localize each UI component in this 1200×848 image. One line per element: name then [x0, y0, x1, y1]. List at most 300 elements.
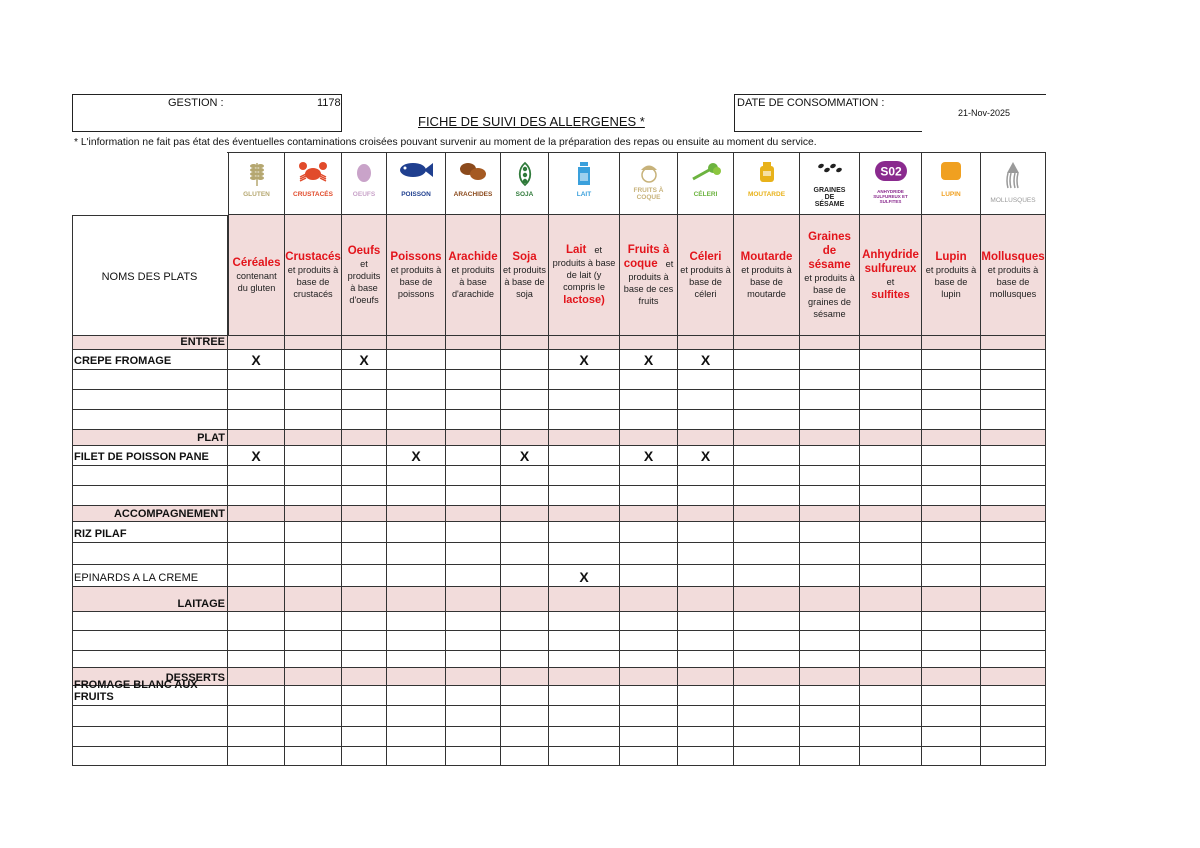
section-row-cell: [549, 587, 620, 612]
allergen-icon-label: OEUFS: [352, 191, 376, 198]
section-row-cell: [981, 336, 1046, 350]
table-cell: [620, 612, 678, 631]
section-row-cell: [620, 668, 678, 686]
allergen-header-text: [551, 215, 617, 335]
allergen-icon-label: GRAINES DE SÉSAME: [813, 187, 846, 208]
table-cell: [446, 390, 501, 410]
table-cell: [549, 466, 620, 486]
allergen-header-text: [736, 215, 797, 335]
table-cell: [620, 706, 678, 727]
section-row-cell: [228, 430, 285, 446]
disclaimer-note: * L'information ne fait pas état des éventuelles contaminations croisées pouvant survenir au moment de la préparation des repas ou ensuite au moment du service.: [74, 137, 817, 148]
table-cell: [800, 486, 860, 506]
dish-name-cell: [72, 522, 228, 543]
dish-name: EPINARDS A LA CREME: [74, 572, 199, 584]
dish-name-cell: [72, 679, 228, 706]
section-row-cell: [678, 587, 734, 612]
section-row-cell: [860, 430, 922, 446]
allergen-name: Lait et: [565, 244, 603, 256]
table-cell: [387, 370, 446, 390]
table-cell: [981, 747, 1046, 766]
table-cell: [228, 410, 285, 430]
table-cell: [228, 370, 285, 390]
table-cell: [678, 370, 734, 390]
table-cell: [228, 350, 285, 370]
table-cell: [228, 390, 285, 410]
table-cell: [549, 486, 620, 506]
crab-icon: [285, 161, 341, 209]
allergen-description: et produits à base de graines de sésame: [804, 273, 855, 319]
allergen-header-text: [344, 215, 384, 335]
section-row-cell: [620, 336, 678, 350]
table-cell: [446, 350, 501, 370]
table-cell: [734, 631, 800, 651]
nut-icon: [620, 161, 677, 209]
table-cell: [922, 706, 981, 727]
allergen-icon-cell-7: [549, 152, 620, 215]
section-row-cell: [860, 336, 922, 350]
section-row-cell: [228, 587, 285, 612]
table-cell: [446, 747, 501, 766]
table-cell: [387, 410, 446, 430]
table-cell: [734, 350, 800, 370]
table-cell: [549, 370, 620, 390]
table-cell: [922, 410, 981, 430]
allergen-icon-label: ARACHIDES: [453, 191, 493, 198]
section-row-cell: [981, 430, 1046, 446]
allergen-header-14: [981, 215, 1046, 336]
section-row-cell: [981, 587, 1046, 612]
table-cell: [800, 727, 860, 747]
table-cell: [981, 390, 1046, 410]
section-row-cell: [501, 506, 549, 522]
fish-icon: [387, 161, 445, 209]
table-cell: [800, 466, 860, 486]
table-cell: [285, 522, 342, 543]
table-cell: [922, 631, 981, 651]
allergen-name: Poissons: [390, 251, 442, 263]
table-cell: [734, 651, 800, 668]
table-cell: [342, 543, 387, 565]
table-cell: [620, 486, 678, 506]
section-row-cell: [446, 668, 501, 686]
table-cell: [446, 565, 501, 587]
table-cell: [678, 486, 734, 506]
table-cell: [342, 390, 387, 410]
table-cell: [922, 466, 981, 486]
allergen-header-10: [734, 215, 800, 336]
table-cell: [501, 410, 549, 430]
table-cell: [549, 727, 620, 747]
section-row-cell: [922, 506, 981, 522]
allergen-header-text: [448, 215, 498, 335]
table-cell: [981, 686, 1046, 706]
svg-text:S02: S02: [879, 164, 902, 179]
section-row-cell: [501, 430, 549, 446]
page-title: FICHE DE SUIVI DES ALLERGENES *: [418, 114, 645, 129]
table-cell: [285, 410, 342, 430]
table-cell: [734, 446, 800, 466]
allergen-header-5: [446, 215, 501, 336]
table-cell: [446, 410, 501, 430]
allergen-icon-label: FRUITS À COQUE: [633, 187, 664, 201]
table-cell: [981, 706, 1046, 727]
table-cell: [228, 612, 285, 631]
table-cell: [620, 410, 678, 430]
allergen-present-mark: X: [643, 352, 654, 368]
allergen-present-mark: X: [359, 352, 369, 368]
table-cell: [387, 686, 446, 706]
table-cell: [981, 522, 1046, 543]
allergen-present-mark: X: [251, 448, 261, 464]
table-cell: [342, 410, 387, 430]
section-row-cell: [860, 587, 922, 612]
table-cell: [285, 446, 342, 466]
table-cell: [981, 466, 1046, 486]
allergen-icon-label: CRUSTACÉS: [293, 191, 333, 198]
allergen-description: et produits à base d'arachide: [451, 265, 495, 299]
dish-name: CREPE FROMAGE: [74, 355, 172, 367]
allergen-present-mark: X: [579, 352, 589, 368]
table-cell: [342, 631, 387, 651]
section-row-cell: [678, 668, 734, 686]
table-cell: [342, 446, 387, 466]
section-row-cell: [446, 430, 501, 446]
allergen-description: et produits à base de mollusques: [987, 265, 1039, 299]
table-cell: [549, 522, 620, 543]
section-row-cell: [800, 506, 860, 522]
section-row-cell: [620, 430, 678, 446]
allergen-description-highlight: sulfites: [871, 289, 910, 301]
section-row-cell: [922, 668, 981, 686]
table-cell: [228, 466, 285, 486]
dish-name-cell: [72, 466, 228, 486]
allergen-header-9: [678, 215, 734, 336]
table-cell: [860, 631, 922, 651]
allergen-name: Céréales: [232, 257, 281, 269]
allergen-name: Oeufs: [347, 245, 381, 257]
section-row-cell: [228, 506, 285, 522]
milk-icon: [549, 161, 619, 209]
table-cell: [446, 612, 501, 631]
allergen-name-suffix: et: [594, 245, 603, 255]
table-cell: [387, 543, 446, 565]
table-cell: [342, 522, 387, 543]
allergen-description: et produits à base de crustacés: [287, 265, 339, 299]
table-cell: [285, 612, 342, 631]
table-cell: [981, 727, 1046, 747]
allergen-header-text: [389, 215, 443, 335]
dish-name-cell: [72, 543, 228, 565]
table-cell: [387, 651, 446, 668]
allergen-description: et produits à base de poissons: [390, 265, 442, 299]
table-cell: [860, 651, 922, 668]
allergen-icon-cell-11: [800, 152, 860, 215]
table-cell: [922, 565, 981, 587]
section-row-cell: [342, 430, 387, 446]
table-cell: [387, 486, 446, 506]
allergen-header-12: [860, 215, 922, 336]
table-cell: [734, 486, 800, 506]
table-cell: [501, 727, 549, 747]
table-cell: [228, 565, 285, 587]
allergen-icon-cell-8: [620, 152, 678, 215]
allergen-name: Arachide: [448, 251, 498, 263]
dish-name: RIZ PILAF: [74, 528, 127, 540]
table-cell: [734, 706, 800, 727]
dish-name-cell: [72, 631, 228, 651]
allergen-description-highlight: lactose): [563, 294, 605, 306]
table-cell: [678, 612, 734, 631]
allergen-icon-label: SOJA: [515, 191, 534, 198]
table-cell: [387, 522, 446, 543]
section-row-cell: [734, 587, 800, 612]
blank-corner: [72, 152, 227, 215]
section-row-cell: [387, 506, 446, 522]
allergen-header-2: [285, 215, 342, 336]
table-cell: [981, 651, 1046, 668]
table-cell: [228, 747, 285, 766]
table-cell: [922, 612, 981, 631]
table-cell: [387, 446, 446, 466]
section-label: DESSERTS: [165, 672, 225, 684]
table-cell: [549, 747, 620, 766]
table-cell: [800, 651, 860, 668]
table-cell: [860, 543, 922, 565]
table-cell: [860, 350, 922, 370]
allergen-header-text: [622, 215, 675, 335]
table-cell: [285, 466, 342, 486]
section-row-cell: [734, 430, 800, 446]
table-cell: [501, 706, 549, 727]
table-cell: [620, 446, 678, 466]
table-cell: [678, 631, 734, 651]
dish-name-cell: [72, 612, 228, 631]
allergen-present-mark: X: [519, 448, 530, 464]
section-row-cell: [549, 336, 620, 350]
dish-name-cell: [72, 747, 228, 766]
table-cell: [501, 486, 549, 506]
section-row-cell: [800, 336, 860, 350]
table-cell: [981, 612, 1046, 631]
table-cell: [922, 522, 981, 543]
table-cell: [501, 747, 549, 766]
section-row-cell: [800, 587, 860, 612]
section-row-cell: [228, 668, 285, 686]
gestion-label: GESTION :: [168, 97, 224, 109]
table-cell: [734, 466, 800, 486]
table-cell: [800, 370, 860, 390]
table-cell: [342, 727, 387, 747]
allergen-header-text: [503, 215, 546, 335]
section-row-cell: [549, 506, 620, 522]
dish-name-cell: [72, 350, 228, 370]
table-cell: [342, 706, 387, 727]
table-cell: [285, 631, 342, 651]
table-cell: [860, 370, 922, 390]
allergen-icon-cell-3: [342, 152, 387, 215]
section-row-cell: [678, 336, 734, 350]
table-cell: [800, 522, 860, 543]
allergen-icon-cell-14: [981, 152, 1046, 215]
table-cell: [501, 522, 549, 543]
section-label: ACCOMPAGNEMENT: [113, 508, 225, 520]
table-cell: [981, 370, 1046, 390]
section-row-cell: [800, 430, 860, 446]
section-label: ENTREE: [180, 336, 225, 348]
allergen-name: Lupin: [935, 251, 967, 263]
section-row-cell: [285, 506, 342, 522]
table-cell: [387, 390, 446, 410]
allergen-icon-cell-10: [734, 152, 800, 215]
dish-name-cell: [72, 486, 228, 506]
table-cell: [620, 631, 678, 651]
table-cell: [620, 466, 678, 486]
date-underline: [734, 131, 922, 132]
table-cell: [678, 446, 734, 466]
table-cell: [981, 565, 1046, 587]
table-cell: [860, 727, 922, 747]
allergen-icon-cell-12: [860, 152, 922, 215]
table-cell: [860, 522, 922, 543]
allergen-header-8: [620, 215, 678, 336]
section-row-cell: [860, 668, 922, 686]
table-cell: [285, 390, 342, 410]
section-row-cell: [446, 587, 501, 612]
table-cell: [678, 686, 734, 706]
table-cell: [922, 747, 981, 766]
table-cell: [285, 686, 342, 706]
table-cell: [446, 486, 501, 506]
table-cell: [922, 350, 981, 370]
dish-name: FILET DE POISSON PANE: [74, 451, 209, 463]
egg-icon: [342, 161, 386, 209]
allergen-description: produits à base de ces fruits: [623, 272, 674, 306]
table-cell: [549, 543, 620, 565]
table-cell: [501, 370, 549, 390]
table-cell: [620, 543, 678, 565]
allergen-description: et: [886, 277, 895, 287]
section-header: [72, 506, 228, 522]
table-cell: [228, 522, 285, 543]
allergen-description: contenant du gluten: [236, 271, 277, 293]
table-cell: [446, 466, 501, 486]
table-cell: [678, 747, 734, 766]
table-cell: [285, 350, 342, 370]
allergen-name: Céleri: [689, 251, 722, 263]
table-cell: [549, 565, 620, 587]
section-row-cell: [734, 668, 800, 686]
table-cell: [620, 350, 678, 370]
allergen-description: et produits à base d'oeufs: [347, 259, 381, 305]
allergen-name: Moutarde: [740, 251, 793, 263]
table-cell: [549, 631, 620, 651]
section-row-cell: [501, 336, 549, 350]
table-cell: [678, 651, 734, 668]
table-cell: [501, 612, 549, 631]
table-cell: [228, 446, 285, 466]
allergen-table: [72, 152, 1046, 766]
allergen-icon-label: MOLLUSQUES: [990, 197, 1036, 204]
table-cell: [228, 686, 285, 706]
allergen-header-text: [680, 215, 731, 335]
table-cell: [342, 686, 387, 706]
table-cell: [446, 651, 501, 668]
section-row-cell: [285, 587, 342, 612]
allergen-header-text: [924, 215, 978, 335]
allergen-icon-label: GLUTEN: [243, 191, 270, 198]
section-header: [72, 430, 228, 446]
section-row-cell: [678, 506, 734, 522]
table-cell: [800, 747, 860, 766]
allergen-icon-cell-6: [501, 152, 549, 215]
table-cell: [800, 565, 860, 587]
table-cell: [285, 747, 342, 766]
table-cell: [860, 410, 922, 430]
table-cell: [860, 686, 922, 706]
dish-name-cell: [72, 727, 228, 747]
table-cell: [501, 686, 549, 706]
allergen-present-mark: X: [700, 448, 711, 464]
table-cell: [285, 370, 342, 390]
table-cell: [800, 350, 860, 370]
table-cell: [922, 543, 981, 565]
section-row-cell: [446, 506, 501, 522]
allergen-header-3: [342, 215, 387, 336]
allergen-name: Mollusques: [981, 251, 1045, 263]
table-cell: [620, 686, 678, 706]
table-cell: [734, 747, 800, 766]
table-cell: [800, 410, 860, 430]
table-cell: [734, 543, 800, 565]
table-cell: [734, 612, 800, 631]
table-cell: [860, 565, 922, 587]
allergen-name: Soja: [512, 251, 537, 263]
table-cell: [387, 466, 446, 486]
table-cell: [620, 565, 678, 587]
table-cell: [981, 350, 1046, 370]
table-cell: [678, 390, 734, 410]
table-cell: [446, 706, 501, 727]
table-cell: [446, 727, 501, 747]
allergen-header-text: [231, 215, 282, 335]
table-cell: [228, 727, 285, 747]
table-cell: [734, 390, 800, 410]
table-cell: [285, 651, 342, 668]
table-cell: [501, 350, 549, 370]
table-cell: [800, 543, 860, 565]
dish-name-cell: [72, 446, 228, 466]
table-cell: [620, 522, 678, 543]
table-cell: [446, 522, 501, 543]
allergen-name: Crustacés: [285, 251, 341, 263]
dish-name-cell: [72, 706, 228, 727]
table-cell: [981, 446, 1046, 466]
section-row-cell: [734, 506, 800, 522]
gluten-icon: [229, 161, 284, 209]
allergen-icon-cell-1: [228, 152, 285, 215]
table-cell: [549, 350, 620, 370]
table-cell: [342, 466, 387, 486]
table-cell: [734, 727, 800, 747]
table-cell: [387, 727, 446, 747]
allergen-description: et produits à base de céleri: [680, 265, 731, 299]
table-cell: [734, 370, 800, 390]
allergen-icon-cell-9: [678, 152, 734, 215]
table-cell: [501, 651, 549, 668]
dish-name: FROMAGE BLANC AUX FRUITS: [74, 679, 198, 703]
table-cell: [800, 390, 860, 410]
